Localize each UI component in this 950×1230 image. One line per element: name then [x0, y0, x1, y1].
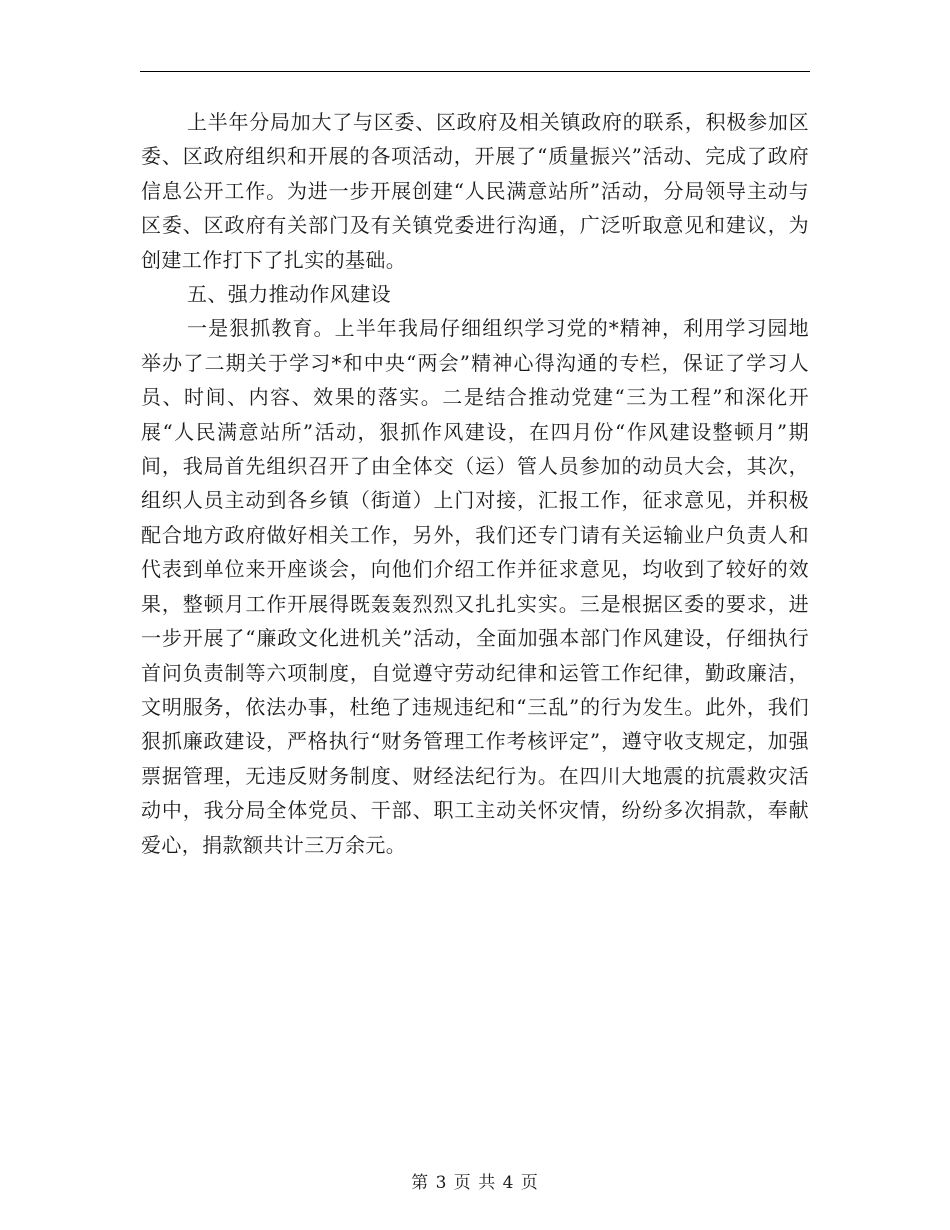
paragraph-liaison: 上半年分局加大了与区委、区政府及相关镇政府的联系，积极参加区委、区政府组织和开展的各项活动，开展了“质量振兴”活动、完成了政府信息公开工作。为进一步开展创建“人民满意站所”活动，分局领导主动与区委、区政府有关部门及有关镇党委进行沟通，广泛听取意见和建议，为创建工作打下了扎实的基础。 — [141, 110, 809, 272]
document-body — [141, 105, 809, 862]
section-heading: 五、强力推动作风建设 — [187, 282, 391, 307]
page-number: 第 3 页 共 4 页 — [411, 1173, 539, 1193]
paragraph-work-style: 一是狠抓教育。上半年我局仔细组织学习党的*精神，利用学习园地举办了二期关于学习*和中央“两会”精神心得沟通的专栏，保证了学习人员、时间、内容、效果的落实。二是结合推动党建“三为工程”和深化开展“人民满意站所”活动，狠抓作风建设，在四月份“作风建设整顿月”期间，我局首先组织召开了由全体交（运）管人员参加的动员大会，其次，组织人员主动到各乡镇（街道）上门对接，汇报工作，征求意见，并积极配合地方政府做好相关工作，另外，我们还专门请有关运输业户负责人和代表到单位来开座谈会，向他们介绍工作并征求意见，均收到了较好的效果，整顿月工作开展得既轰轰烈烈又扎扎实实。三是根据区委的要求，进一步开展了“廉政文化进机关”活动，全面加强本部门作风建设，仔细执行首问负责制等六项制度，自觉遵守劳动纪律和运管工作纪律，勤政廉洁，文明服务，依法办事，杜绝了违规违纪和“三乱”的行为发生。此外，我们狠抓廉政建设，严格执行“财务管理工作考核评定”，遵守收支规定，加强票据管理，无违反财务制度、财经法纪行为。在四川大地震的抗震救灾活动中，我分局全体党员、干部、职工主动关怀灾情，纷纷多次捐款，奉献爱心，捐款额共计三万余元。 — [141, 316, 809, 857]
header-rule — [140, 71, 810, 72]
